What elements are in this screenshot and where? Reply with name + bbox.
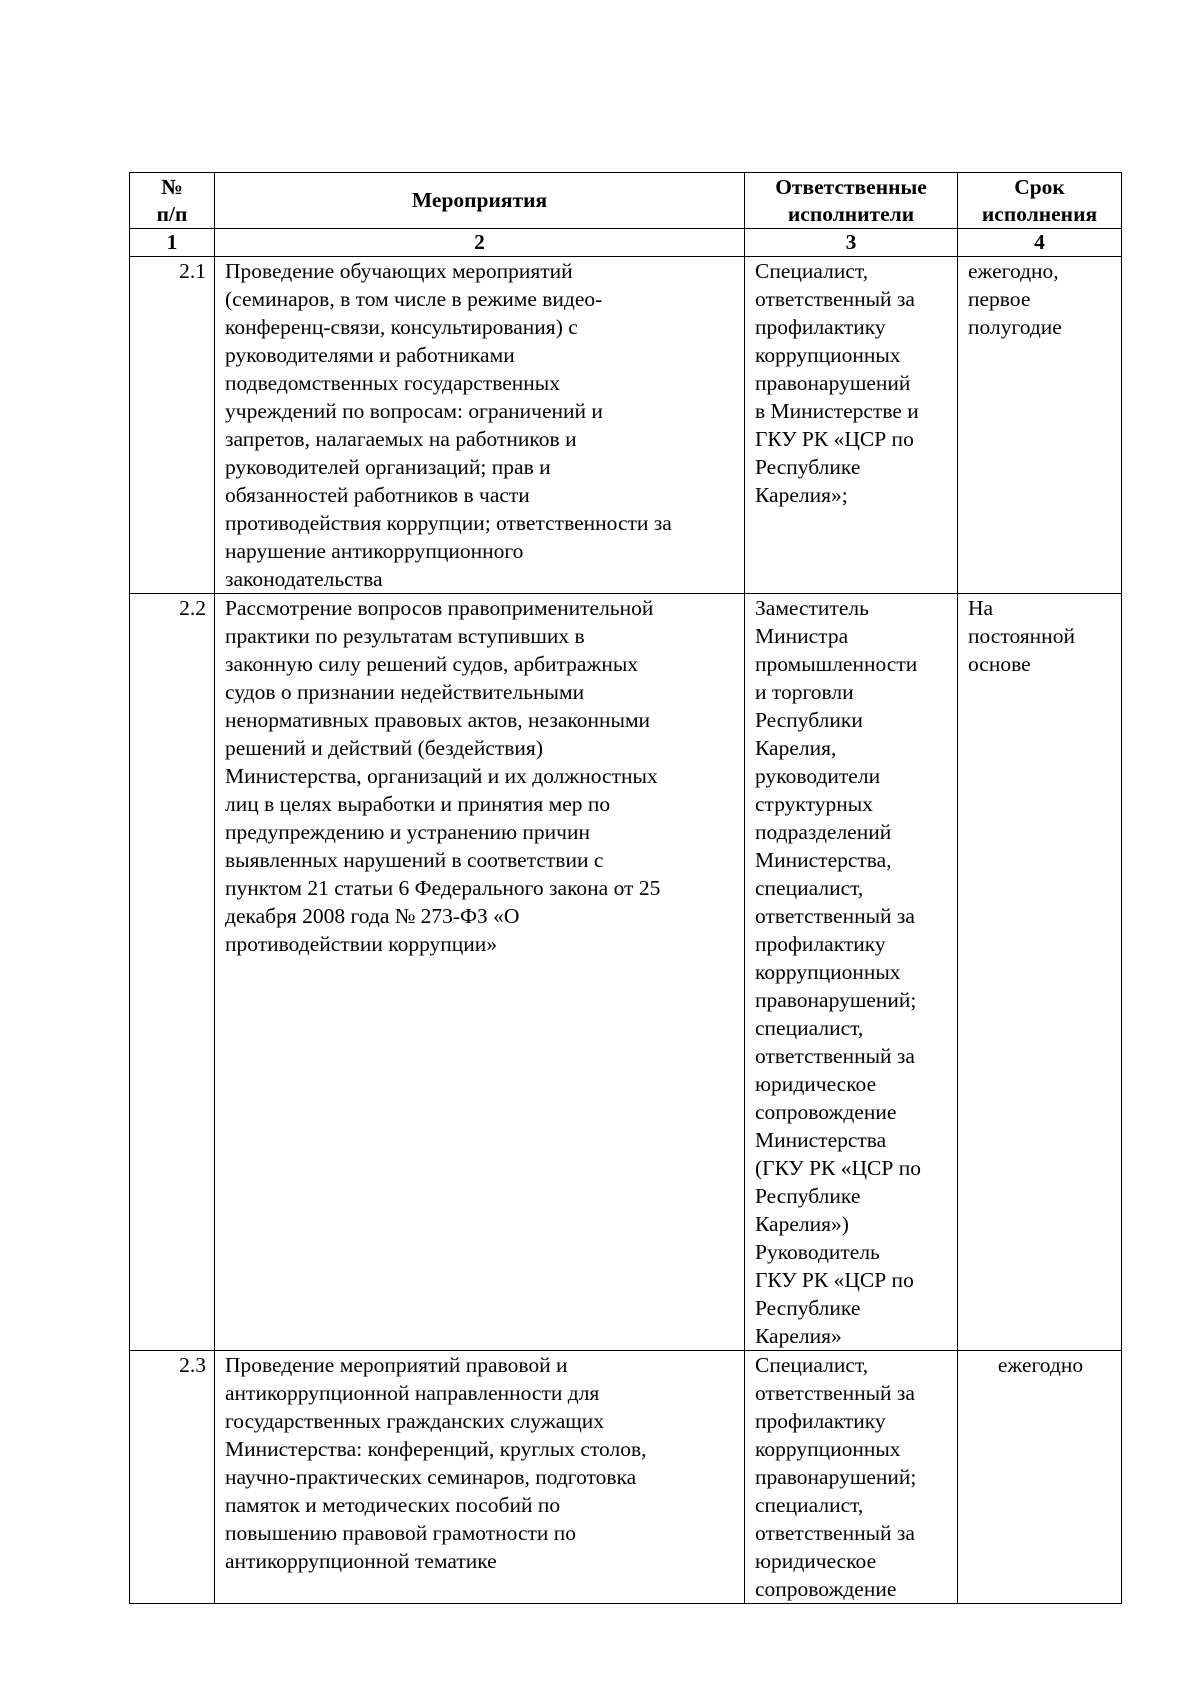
header-activities: Мероприятия [215,173,745,229]
row-number: 2.2 [130,594,215,1351]
row-responsible: Специалист, ответственный за профилактику коррупционных правонарушений в Министерстве и ГКУ РК «ЦСР по Республике Карелия»; [745,257,958,594]
column-number-2: 2 [215,229,745,257]
column-number-3: 3 [745,229,958,257]
row-number: 2.3 [130,1351,215,1604]
row-number: 2.1 [130,257,215,594]
row-deadline: ежегодно [958,1351,1122,1604]
column-number-1: 1 [130,229,215,257]
row-activity: Проведение мероприятий правовой и антикоррупционной направленности для государственных гражданских служащих Министерства: конференций, круглых столов, научно-практических семинаров, подготовка памяток и методических пособий по повышению правовой грамотности по антикоррупционной тематике [215,1351,745,1604]
row-responsible: Заместитель Министра промышленности и торговли Республики Карелия, руководители структурных подразделений Министерства, специалист, ответственный за профилактику коррупционных правонарушений; специалист, ответственный за юридическое сопровождение Министерства (ГКУ РК «ЦСР по Республике Карелия») Руководитель ГКУ РК «ЦСР по Республике Карелия» [745,594,958,1351]
row-responsible: Специалист, ответственный за профилактику коррупционных правонарушений; специалист, ответственный за юридическое сопровождение [745,1351,958,1604]
column-number-4: 4 [958,229,1122,257]
row-deadline: ежегодно, первое полугодие [958,257,1122,594]
row-activity: Проведение обучающих мероприятий (семинаров, в том числе в режиме видео- конференц-связи, консультирования) с руководителями и работниками подведомственных государственных учреждений по вопросам: ограничений и запретов, налагаемых на работников и руководителей организаций; прав и обязанностей работников в части противодействия коррупции; ответственности за нарушение антикоррупционного законодательства [215,257,745,594]
row-activity: Рассмотрение вопросов правоприменительной практики по результатам вступивших в законную силу решений судов, арбитражных судов о признании недействительными ненормативных правовых актов, незаконными решений и действий (бездействия) Министерства, организаций и их должностных лиц в целях выработки и принятия мер по предупреждению и устранению причин выявленных нарушений в соответствии с пунктом 21 статьи 6 Федерального закона от 25 декабря 2008 года № 273-ФЗ «О противодействии коррупции» [215,594,745,1351]
table-header-row [130,173,1122,229]
header-responsible: Ответственные исполнители [745,173,958,229]
row-deadline: На постоянной основе [958,594,1122,1351]
activities-table [129,172,1122,1604]
table-row [130,1351,1122,1604]
column-number-row [130,229,1122,257]
table-row [130,594,1122,1351]
header-number: № п/п [130,173,215,229]
table-row [130,257,1122,594]
header-deadline: Срок исполнения [958,173,1122,229]
